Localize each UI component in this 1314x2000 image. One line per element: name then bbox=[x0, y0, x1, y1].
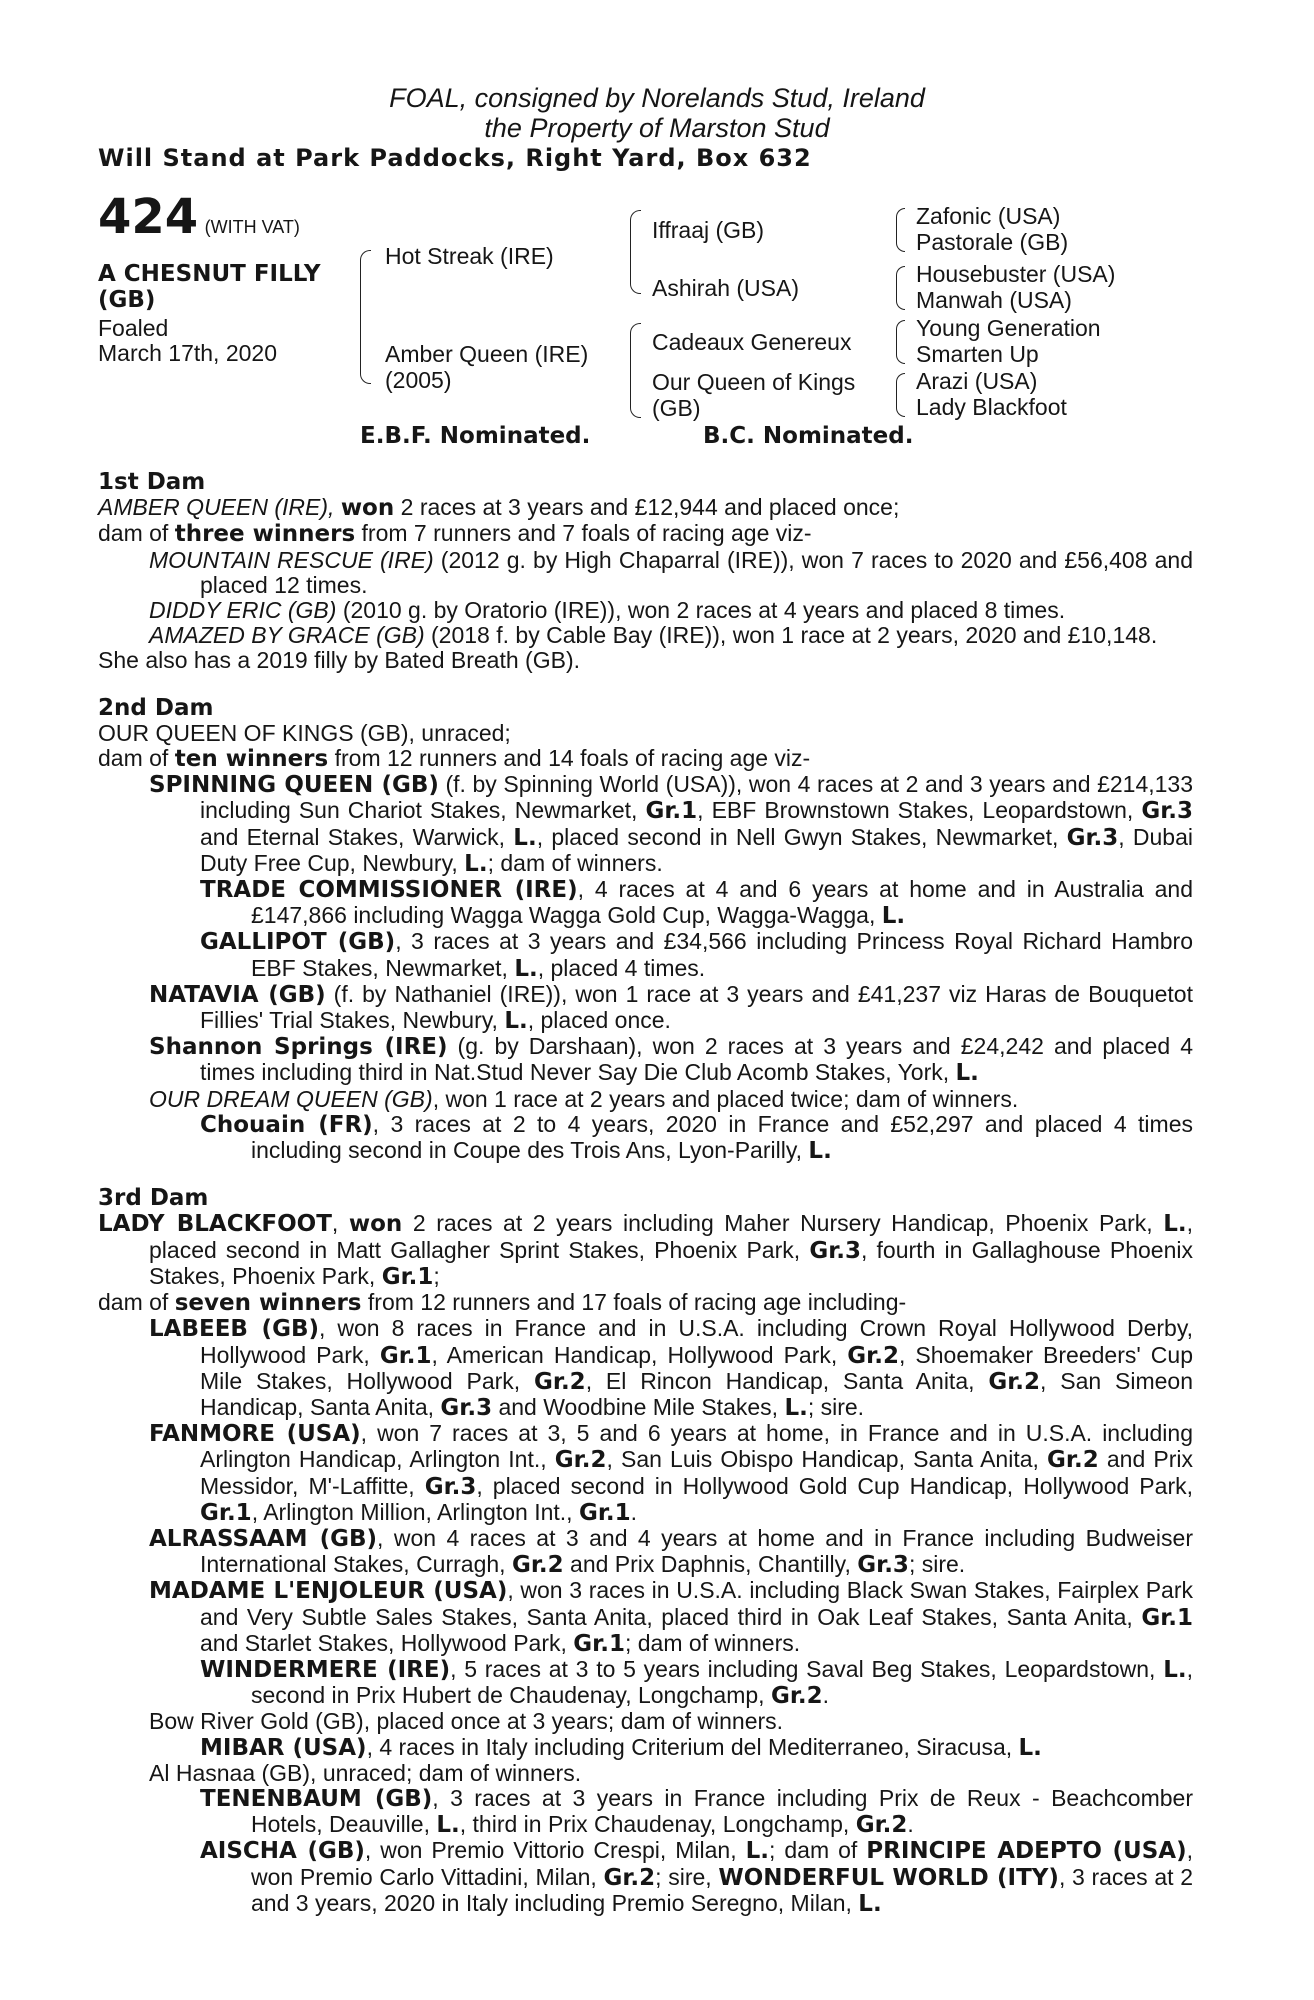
pedigree-dam-sire: Cadeaux Genereux bbox=[652, 329, 852, 355]
horse-name: TRADE COMMISSIONER (IRE) bbox=[200, 877, 578, 904]
text: (g. by Darshaan), won 2 races at 3 years and £24,242 and placed 4 times including third in Nat.Stud Never Say Die Club Acomb Stakes, York, bbox=[200, 1033, 1193, 1086]
produce-gallipot bbox=[200, 929, 1193, 981]
brace-gen3-3 bbox=[896, 320, 905, 364]
listed: L. bbox=[745, 1838, 769, 1865]
produce-trade-commissioner bbox=[200, 877, 1193, 929]
horse-name: AMAZED BY GRACE (GB) bbox=[149, 622, 425, 649]
text: and Prix Messidor, M'-Laffitte, bbox=[200, 1446, 1193, 1499]
brace-gen1 bbox=[360, 250, 371, 384]
produce-our-dream-queen bbox=[149, 1087, 1193, 1112]
text: (f. by Nathaniel (IRE)), won 1 race at 3 years and £41,237 viz Haras de Bouquetot Fillies' Trial Stakes, Newbury, bbox=[200, 980, 1193, 1034]
pedigree-sire-sire: Iffraaj (GB) bbox=[652, 217, 765, 243]
text: , won 8 races in France and in U.S.A. including Crown Royal Hollywood Derby, Hollywood Park, bbox=[200, 1315, 1193, 1368]
produce-chouain bbox=[200, 1112, 1193, 1164]
brace-gen2-top bbox=[630, 210, 641, 294]
grade: Gr.3 bbox=[1141, 798, 1194, 825]
horse-name: LABEEB (GB) bbox=[149, 1316, 319, 1343]
text: dam of bbox=[98, 745, 175, 772]
text: , San Simeon Handicap, Santa Anita, bbox=[200, 1367, 1193, 1420]
third-dam-produce-line bbox=[98, 1290, 1193, 1316]
first-dam-produce-line bbox=[98, 521, 1193, 547]
won: won bbox=[348, 1211, 403, 1238]
text: , won Premio Vittorio Crespi, Milan, bbox=[364, 1837, 746, 1864]
horse-name: LADY BLACKFOOT bbox=[98, 1211, 332, 1238]
text: , second in Prix Hubert de Chaudenay, Longchamp, bbox=[251, 1655, 1193, 1709]
text: (2018 f. by Cable Bay (IRE)), won 1 race at 2 years, 2020 and £10,148. bbox=[424, 622, 1158, 649]
listed: L. bbox=[464, 850, 488, 877]
text: , Dubai Duty Free Cup, Newbury, bbox=[200, 823, 1193, 876]
grade: Gr.3 bbox=[1066, 824, 1119, 851]
grade: Gr.3 bbox=[809, 1237, 861, 1264]
produce-shannon-springs bbox=[149, 1034, 1193, 1086]
grade: Gr.1 bbox=[379, 1342, 432, 1369]
text: . bbox=[907, 1811, 914, 1838]
text: , 3 races at 3 years in France including Prix de Reux - Beachcomber Hotels, Deauville, bbox=[251, 1784, 1193, 1838]
second-dam-title: 2nd Dam bbox=[98, 694, 214, 721]
bc-nominated: B.C. Nominated. bbox=[703, 423, 914, 449]
horse-name: ALRASSAAM (GB) bbox=[149, 1525, 378, 1552]
text: ; dam of bbox=[769, 1837, 867, 1864]
pedigree-sds: Housebuster (USA) bbox=[916, 261, 1116, 287]
grade: Gr.1 bbox=[573, 1630, 625, 1657]
produce-natavia bbox=[149, 982, 1193, 1034]
grade: Gr.2 bbox=[847, 1342, 899, 1369]
grade: Gr.2 bbox=[855, 1812, 908, 1839]
first-dam-also: She also has a 2019 filly by Bated Breath (GB). bbox=[98, 647, 580, 674]
text: , 4 races in Italy including Criterium del Mediterraneo, Siracusa, bbox=[366, 1733, 1019, 1760]
lot-foaled: Foaled bbox=[98, 315, 169, 341]
listed: L. bbox=[513, 824, 537, 851]
pedigree-dam-dam: Our Queen of Kings bbox=[652, 369, 856, 395]
text: , won Premio Carlo Vittadini, Milan, bbox=[251, 1837, 1193, 1890]
text: (2010 g. by Oratorio (IRE)), won 2 races at 4 years and placed 8 times. bbox=[336, 597, 1066, 624]
produce-mountain-rescue bbox=[149, 548, 1193, 598]
listed: L. bbox=[858, 1890, 882, 1917]
text: , 3 races at 3 years and £34,566 including Princess Royal Richard Hambro EBF Stakes, Newmarket, bbox=[251, 928, 1193, 981]
pedigree-dam-dam-2: (GB) bbox=[652, 395, 701, 421]
horse-name: MADAME L'ENJOLEUR (USA) bbox=[149, 1578, 508, 1605]
horse-name: TENENBAUM (GB) bbox=[200, 1785, 433, 1812]
lot-number: 424 bbox=[98, 189, 199, 245]
text: and Eternal Stakes, Warwick, bbox=[200, 823, 514, 850]
grade: Gr.2 bbox=[603, 1864, 656, 1891]
listed: L. bbox=[1163, 1211, 1187, 1238]
third-dam-title: 3rd Dam bbox=[98, 1185, 209, 1212]
grade: Gr.3 bbox=[857, 1552, 909, 1579]
text: , won 1 race at 2 years and placed twice; dam of winners. bbox=[432, 1085, 1019, 1112]
horse-name: MOUNTAIN RESCUE (IRE) bbox=[149, 546, 434, 573]
pedigree-sdd: Manwah (USA) bbox=[916, 287, 1072, 313]
text: ; dam of winners. bbox=[487, 849, 663, 876]
horse-name: Shannon Springs (IRE) bbox=[149, 1034, 448, 1061]
listed: L. bbox=[504, 1008, 528, 1035]
produce-alrassaam bbox=[149, 1526, 1193, 1578]
grade: Gr.1 bbox=[200, 1499, 252, 1526]
pedigree-sss: Zafonic (USA) bbox=[916, 203, 1061, 229]
first-dam-title: 1st Dam bbox=[98, 469, 206, 495]
listed: L. bbox=[784, 1394, 808, 1421]
text: , won 7 races at 3, 5 and 6 years at home, in France and in U.S.A. including Arlington Handicap, Arlington Int., bbox=[200, 1420, 1193, 1473]
ten-winners: ten winners bbox=[174, 746, 329, 773]
text: , San Luis Obispo Handicap, Santa Anita, bbox=[606, 1446, 1048, 1473]
horse-name: WINDERMERE (IRE) bbox=[200, 1656, 451, 1683]
produce-fanmore bbox=[149, 1421, 1193, 1526]
text: , fourth in Gallaghouse Phoenix Stakes, Phoenix Park, bbox=[149, 1236, 1194, 1289]
text: ; sire. bbox=[908, 1551, 966, 1578]
pedigree-sire-dam: Ashirah (USA) bbox=[652, 275, 799, 301]
three-winners: three winners bbox=[174, 521, 356, 548]
lot-number-block bbox=[98, 189, 300, 245]
pedigree-dds: Arazi (USA) bbox=[916, 368, 1038, 394]
text: , won 4 races at 3 and 4 years at home and in France including Budweiser International Stakes, Curragh, bbox=[200, 1524, 1193, 1578]
text: , 3 races at 2 and 3 years, 2020 in Italy including Premio Seregno, Milan, bbox=[251, 1863, 1193, 1916]
horse-name: DIDDY ERIC (GB) bbox=[149, 597, 337, 624]
horse-name: Chouain (FR) bbox=[200, 1111, 373, 1138]
horse-name: GALLIPOT (GB) bbox=[200, 929, 396, 956]
dam-sections bbox=[98, 470, 1193, 1917]
pedigree-dam-year: (2005) bbox=[385, 367, 452, 393]
text: (f. by Spinning World (USA)), won 4 races at 2 and 3 years and £214,133 including Sun Chariot Stakes, Newmarket, bbox=[200, 771, 1193, 824]
pedigree-ddd: Lady Blackfoot bbox=[916, 394, 1067, 420]
text: , EBF Brownstown Stakes, Leopardstown, bbox=[697, 797, 1142, 824]
header-line-3: Will Stand at Park Paddocks, Right Yard, Box 632 bbox=[98, 144, 812, 172]
produce-tenenbaum bbox=[200, 1786, 1193, 1838]
horse-name: WONDERFUL WORLD (ITY) bbox=[718, 1864, 1059, 1891]
text: ; bbox=[433, 1262, 440, 1289]
text: , placed 4 times. bbox=[537, 954, 706, 981]
grade: Gr.2 bbox=[554, 1447, 607, 1474]
first-dam-line: AMBER QUEEN (IRE), won 2 races at 3 years and £12,944 and placed once; bbox=[98, 494, 900, 522]
produce-diddy-eric bbox=[149, 598, 1193, 623]
produce-amazed-by-grace bbox=[149, 623, 1193, 648]
grade: Gr.3 bbox=[440, 1394, 493, 1421]
produce-spinning-queen bbox=[149, 772, 1193, 877]
text: . bbox=[630, 1498, 638, 1525]
grade: Gr.2 bbox=[534, 1368, 586, 1395]
grade: Gr.1 bbox=[578, 1499, 631, 1526]
third-dam-lady-blackfoot: LADY BLACKFOOT, won 2 races at 2 years including Maher Nursery Handicap, Phoenix Park, L., placed second in Matt Gallagher Sprint Stakes, Phoenix Park, Gr.3, fourth in Gallaghouse Phoenix Stakes, Phoenix Park, Gr.1; bbox=[98, 1210, 1194, 1290]
text: , placed second in Hollywood Gold Cup Handicap, Hollywood Park, bbox=[476, 1472, 1193, 1499]
grade: Gr.2 bbox=[1047, 1447, 1099, 1474]
lot-name-1: A CHESNUT FILLY bbox=[98, 261, 321, 287]
text: , Arlington Million, Arlington Int., bbox=[251, 1498, 579, 1525]
text: , 4 races at 4 and 6 years at home and in Australia and £147,866 including Wagga Wagga Gold Cup, Wagga-Wagga, bbox=[251, 876, 1193, 929]
pedigree-dam: Amber Queen (IRE) bbox=[385, 341, 589, 367]
horse-name: NATAVIA (GB) bbox=[149, 981, 326, 1008]
text: dam of bbox=[98, 520, 175, 547]
text: ; sire. bbox=[807, 1393, 865, 1420]
lot-foaled-date: March 17th, 2020 bbox=[98, 340, 278, 366]
brace-gen3-1 bbox=[896, 208, 905, 252]
horse-name: MIBAR (USA) bbox=[200, 1734, 367, 1761]
grade: Gr.1 bbox=[381, 1263, 434, 1290]
text: , 3 races at 2 to 4 years, 2020 in France and £52,297 and placed 4 times including second in Coupe des Trois Ans, Lyon-Parilly, bbox=[251, 1110, 1193, 1164]
listed: L. bbox=[514, 955, 538, 982]
second-dam-name: OUR QUEEN OF KINGS (GB), unraced; bbox=[98, 719, 511, 746]
first-dam-summary: 2 races at 3 years and £12,944 and placed once; bbox=[394, 494, 900, 521]
produce-windermere bbox=[200, 1657, 1193, 1709]
second-dam-produce-line bbox=[98, 746, 1193, 772]
brace-gen2-bot bbox=[630, 323, 641, 418]
brace-gen3-4 bbox=[896, 373, 905, 417]
produce-aischa bbox=[200, 1838, 1193, 1917]
produce-madame-lenjoleur bbox=[149, 1578, 1193, 1657]
text: and Woodbine Mile Stakes, bbox=[492, 1393, 785, 1420]
pedigree-dss: Young Generation bbox=[916, 315, 1101, 341]
listed: L. bbox=[436, 1812, 460, 1839]
brace-gen3-2 bbox=[896, 266, 905, 310]
text: , won 3 races in U.S.A. including Black Swan Stakes, Fairplex Park and Very Subtle Sales Stakes, Santa Anita, placed third in Oak Leaf Stakes, Santa Anita, bbox=[200, 1577, 1194, 1630]
text: , Shoemaker Breeders' Cup Mile Stakes, Hollywood Park, bbox=[200, 1341, 1193, 1394]
header-line-2: the Property of Marston Stud bbox=[484, 113, 830, 143]
grade: Gr.2 bbox=[770, 1683, 823, 1710]
text: . bbox=[822, 1682, 830, 1709]
text: , placed once. bbox=[527, 1007, 671, 1034]
listed: L. bbox=[1163, 1656, 1187, 1683]
lot-vat: (WITH VAT) bbox=[204, 217, 300, 237]
seven-winners: seven winners bbox=[174, 1290, 362, 1317]
horse-name: SPINNING QUEEN (GB) bbox=[149, 772, 439, 799]
horse-name: AISCHA (GB) bbox=[200, 1838, 365, 1865]
header-line-1: FOAL, consigned by Norelands Stud, Ireland bbox=[389, 83, 925, 113]
text: ; dam of winners. bbox=[624, 1629, 801, 1656]
grade: Gr.1 bbox=[645, 798, 698, 825]
horse-name: PRINCIPE ADEPTO (USA) bbox=[866, 1838, 1187, 1865]
pedigree-ssd: Pastorale (GB) bbox=[916, 229, 1069, 255]
text: , El Rincon Handicap, Santa Anita, bbox=[585, 1367, 989, 1394]
grade: Gr.2 bbox=[511, 1552, 564, 1579]
first-dam-won: won bbox=[340, 495, 395, 522]
text: (2012 g. by High Chaparral (IRE)), won 7 races to 2020 and £56,408 and placed 12 times. bbox=[200, 546, 1193, 598]
grade: Gr.3 bbox=[424, 1473, 477, 1500]
lot-name-2: (GB) bbox=[98, 287, 156, 313]
text: and Starlet Stakes, Hollywood Park, bbox=[200, 1629, 574, 1656]
pedigree-dsd: Smarten Up bbox=[916, 341, 1039, 367]
produce-bow-river-gold: Bow River Gold (GB), placed once at 3 years; dam of winners. bbox=[149, 1708, 784, 1735]
horse-name: FANMORE (USA) bbox=[149, 1421, 361, 1448]
text: , 5 races at 3 to 5 years including Saval Beg Stakes, Leopardstown, bbox=[450, 1655, 1164, 1682]
listed: L. bbox=[955, 1060, 979, 1087]
grade: Gr.2 bbox=[988, 1368, 1041, 1395]
text: ; sire, bbox=[655, 1863, 719, 1890]
text: , placed second in Matt Gallagher Sprint Stakes, Phoenix Park, bbox=[149, 1210, 1193, 1263]
text: , placed second in Nell Gwyn Stakes, Newmarket, bbox=[536, 823, 1067, 850]
listed: L. bbox=[1018, 1734, 1042, 1761]
grade: Gr.1 bbox=[1141, 1604, 1193, 1631]
text: from 7 runners and 7 foals of racing age viz- bbox=[355, 520, 812, 547]
text: and Prix Daphnis, Chantilly, bbox=[563, 1551, 858, 1578]
pedigree-sire: Hot Streak (IRE) bbox=[385, 243, 554, 269]
text: , third in Prix Chaudenay, Longchamp, bbox=[459, 1811, 856, 1838]
listed: L. bbox=[808, 1138, 832, 1165]
text: 2 races at 2 years including Maher Nursery Handicap, Phoenix Park, bbox=[402, 1210, 1164, 1237]
listed: L. bbox=[881, 903, 906, 930]
text: from 12 runners and 17 foals of racing age including- bbox=[361, 1289, 907, 1316]
first-dam-name: AMBER QUEEN (IRE) bbox=[98, 494, 329, 521]
produce-labeeb bbox=[149, 1316, 1193, 1421]
text: dam of bbox=[98, 1289, 175, 1316]
produce-al-hasnaa: Al Hasnaa (GB), unraced; dam of winners. bbox=[149, 1759, 582, 1786]
produce-mibar bbox=[200, 1735, 1193, 1761]
text: , American Handicap, Hollywood Park, bbox=[431, 1341, 848, 1368]
horse-name: OUR DREAM QUEEN (GB) bbox=[149, 1085, 433, 1112]
text: from 12 runners and 14 foals of racing age viz- bbox=[328, 745, 811, 772]
ebf-nominated: E.B.F. Nominated. bbox=[360, 423, 591, 449]
